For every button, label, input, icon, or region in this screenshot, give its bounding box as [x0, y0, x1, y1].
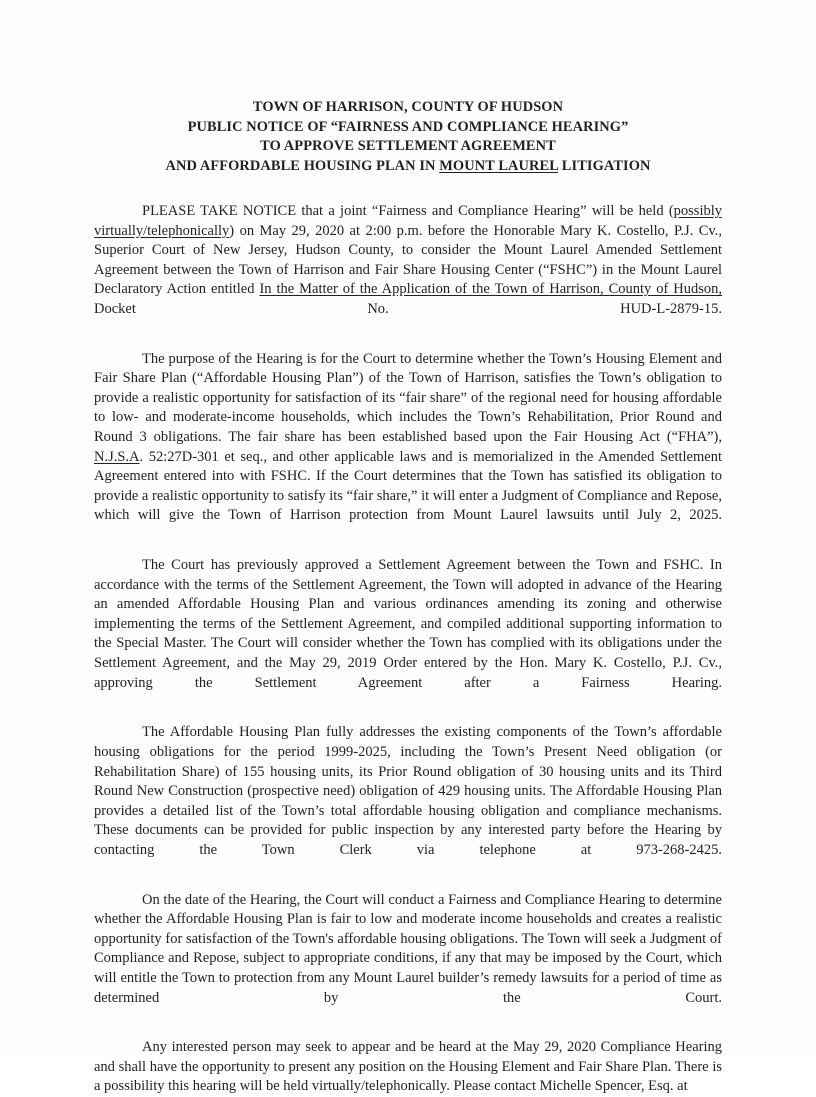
paragraph-hearing-conduct: On the date of the Hearing, the Court will conduct a Fairness and Compliance Hearing to determine whether the Affordable Housing Plan is fair to low and moderate income households and creates a realistic opportunity for satisfaction of the Town's affordable housing obligations. The Town will seek a Judgment of Compliance and Repose, subject to appropriate conditions, if any that may be imposed by the Court, which will entitle the Town to protection from any Mount Laurel builder’s remedy lawsuits for a period of time as determined by the Court. [94, 891, 722, 1006]
paragraph-notice [94, 202, 722, 339]
p1-segment-1: PLEASE TAKE NOTICE that a joint “Fairness and Compliance Hearing” will be held ( [142, 203, 674, 219]
title-line-4 [94, 157, 722, 177]
p2-njsa-underlined: N.J.S.A [94, 448, 140, 465]
title-line-2: PUBLIC NOTICE OF “FAIRNESS AND COMPLIANCE HEARING” [187, 118, 629, 135]
title-line-4-before: AND AFFORDABLE HOUSING PLAN IN [165, 157, 440, 174]
p1-possibly-virtually-underlined: possibly virtually/telephonically [94, 203, 722, 239]
title-mount-laurel-underlined: MOUNT LAUREL [439, 157, 559, 174]
p1-segment-5: Docket No. HUD-L-2879-15. [94, 300, 722, 317]
p2-segment-1: The purpose of the Hearing is for the Court to determine whether the Town’s Housing Element and Fair Share Plan (“Affordable Housing Plan”) of the Town of Harrison, satisfies the Town’s obligation to provide a realistic opportunity for satisfaction of its “fair share” of the regional need for housing affordable to low- and moderate-income households, which includes the Town’s Rehabilitation, Prior Round and Round 3 obligations. The fair share has been established based upon the Fair Housing Act (“FHA”), [94, 350, 722, 446]
paragraph-prior-approval: The Court has previously approved a Settlement Agreement between the Town and FSHC. In accordance with the terms of the Settlement Agreement, the Town will adopted in advance of the Hearing an amended Affordable Housing Plan and various ordinances amending its zoning and otherwise implementing the terms of the Settlement Agreement, and compiled additional supporting information to the Special Master. The Court will consider whether the Town has complied with its obligations under the Settlement Agreement, and the May 29, 2019 Order entered by the Hon. Mary K. Costello, P.J. Cv., approving the Settlement Agreement after a Fairness Hearing. [94, 557, 722, 691]
title-line-3: TO APPROVE SETTLEMENT AGREEMENT [260, 138, 556, 154]
p1-segment-3: ) on May 29, 2020 at 2:00 p.m. before the Honorable Mary K. Costello, P.J. Cv., Superior Court of New Jersey, Hudson County, to consider the Mount Laurel Amended Settlement Agreement between the Town of Harrison and Fair Share Housing Center (“FSHC”) in the Mount Laurel Declaratory Action entitled [94, 222, 722, 298]
paragraph-purpose [94, 350, 722, 546]
p1-case-caption-underlined: In the Matter of the Application of the Town of Harrison, County of Hudson, [259, 281, 722, 298]
page-title [94, 98, 722, 176]
title-line-4-after: LITIGATION [558, 157, 651, 174]
title-line-1: TOWN OF HARRISON, COUNTY OF HUDSON [252, 99, 564, 115]
paragraph-plan-details: The Affordable Housing Plan fully addresses the existing components of the Town’s affordable housing obligations for the period 1999-2025, including the Town’s Present Need obligation (or Rehabilitation Share) of 155 housing units, its Prior Round obligation of 30 housing units and its Third Round New Construction (prospective need) obligation of 429 housing units. The Affordable Housing Plan provides a detailed list of the Town’s total affordable housing obligation and compliance mechanisms. These documents can be provided for public inspection by any interested party before the Hearing by contacting the Town Clerk via telephone at 973-268-2425. [94, 724, 722, 858]
p2-segment-3: . 52:27D-301 et seq., and other applicable laws and is memorialized in the Amended Settlement Agreement entered into with FSHC. If the Court determines that the Town has satisfied its obligation to provide a realistic opportunity to satisfy its “fair share,” it will enter a Judgment of Compliance and Repose, which will give the Town of Harrison protection from Mount Laurel lawsuits until July 2, 2025. [94, 448, 722, 524]
paragraph-appearance: Any interested person may seek to appear and be heard at the May 29, 2020 Compliance Hearing and shall have the opportunity to present any position on the Housing Element and Fair Share Plan. There is a possibility this hearing will be held virtually/telephonically. Please contact Michelle Spencer, Esq. at [94, 1039, 722, 1095]
